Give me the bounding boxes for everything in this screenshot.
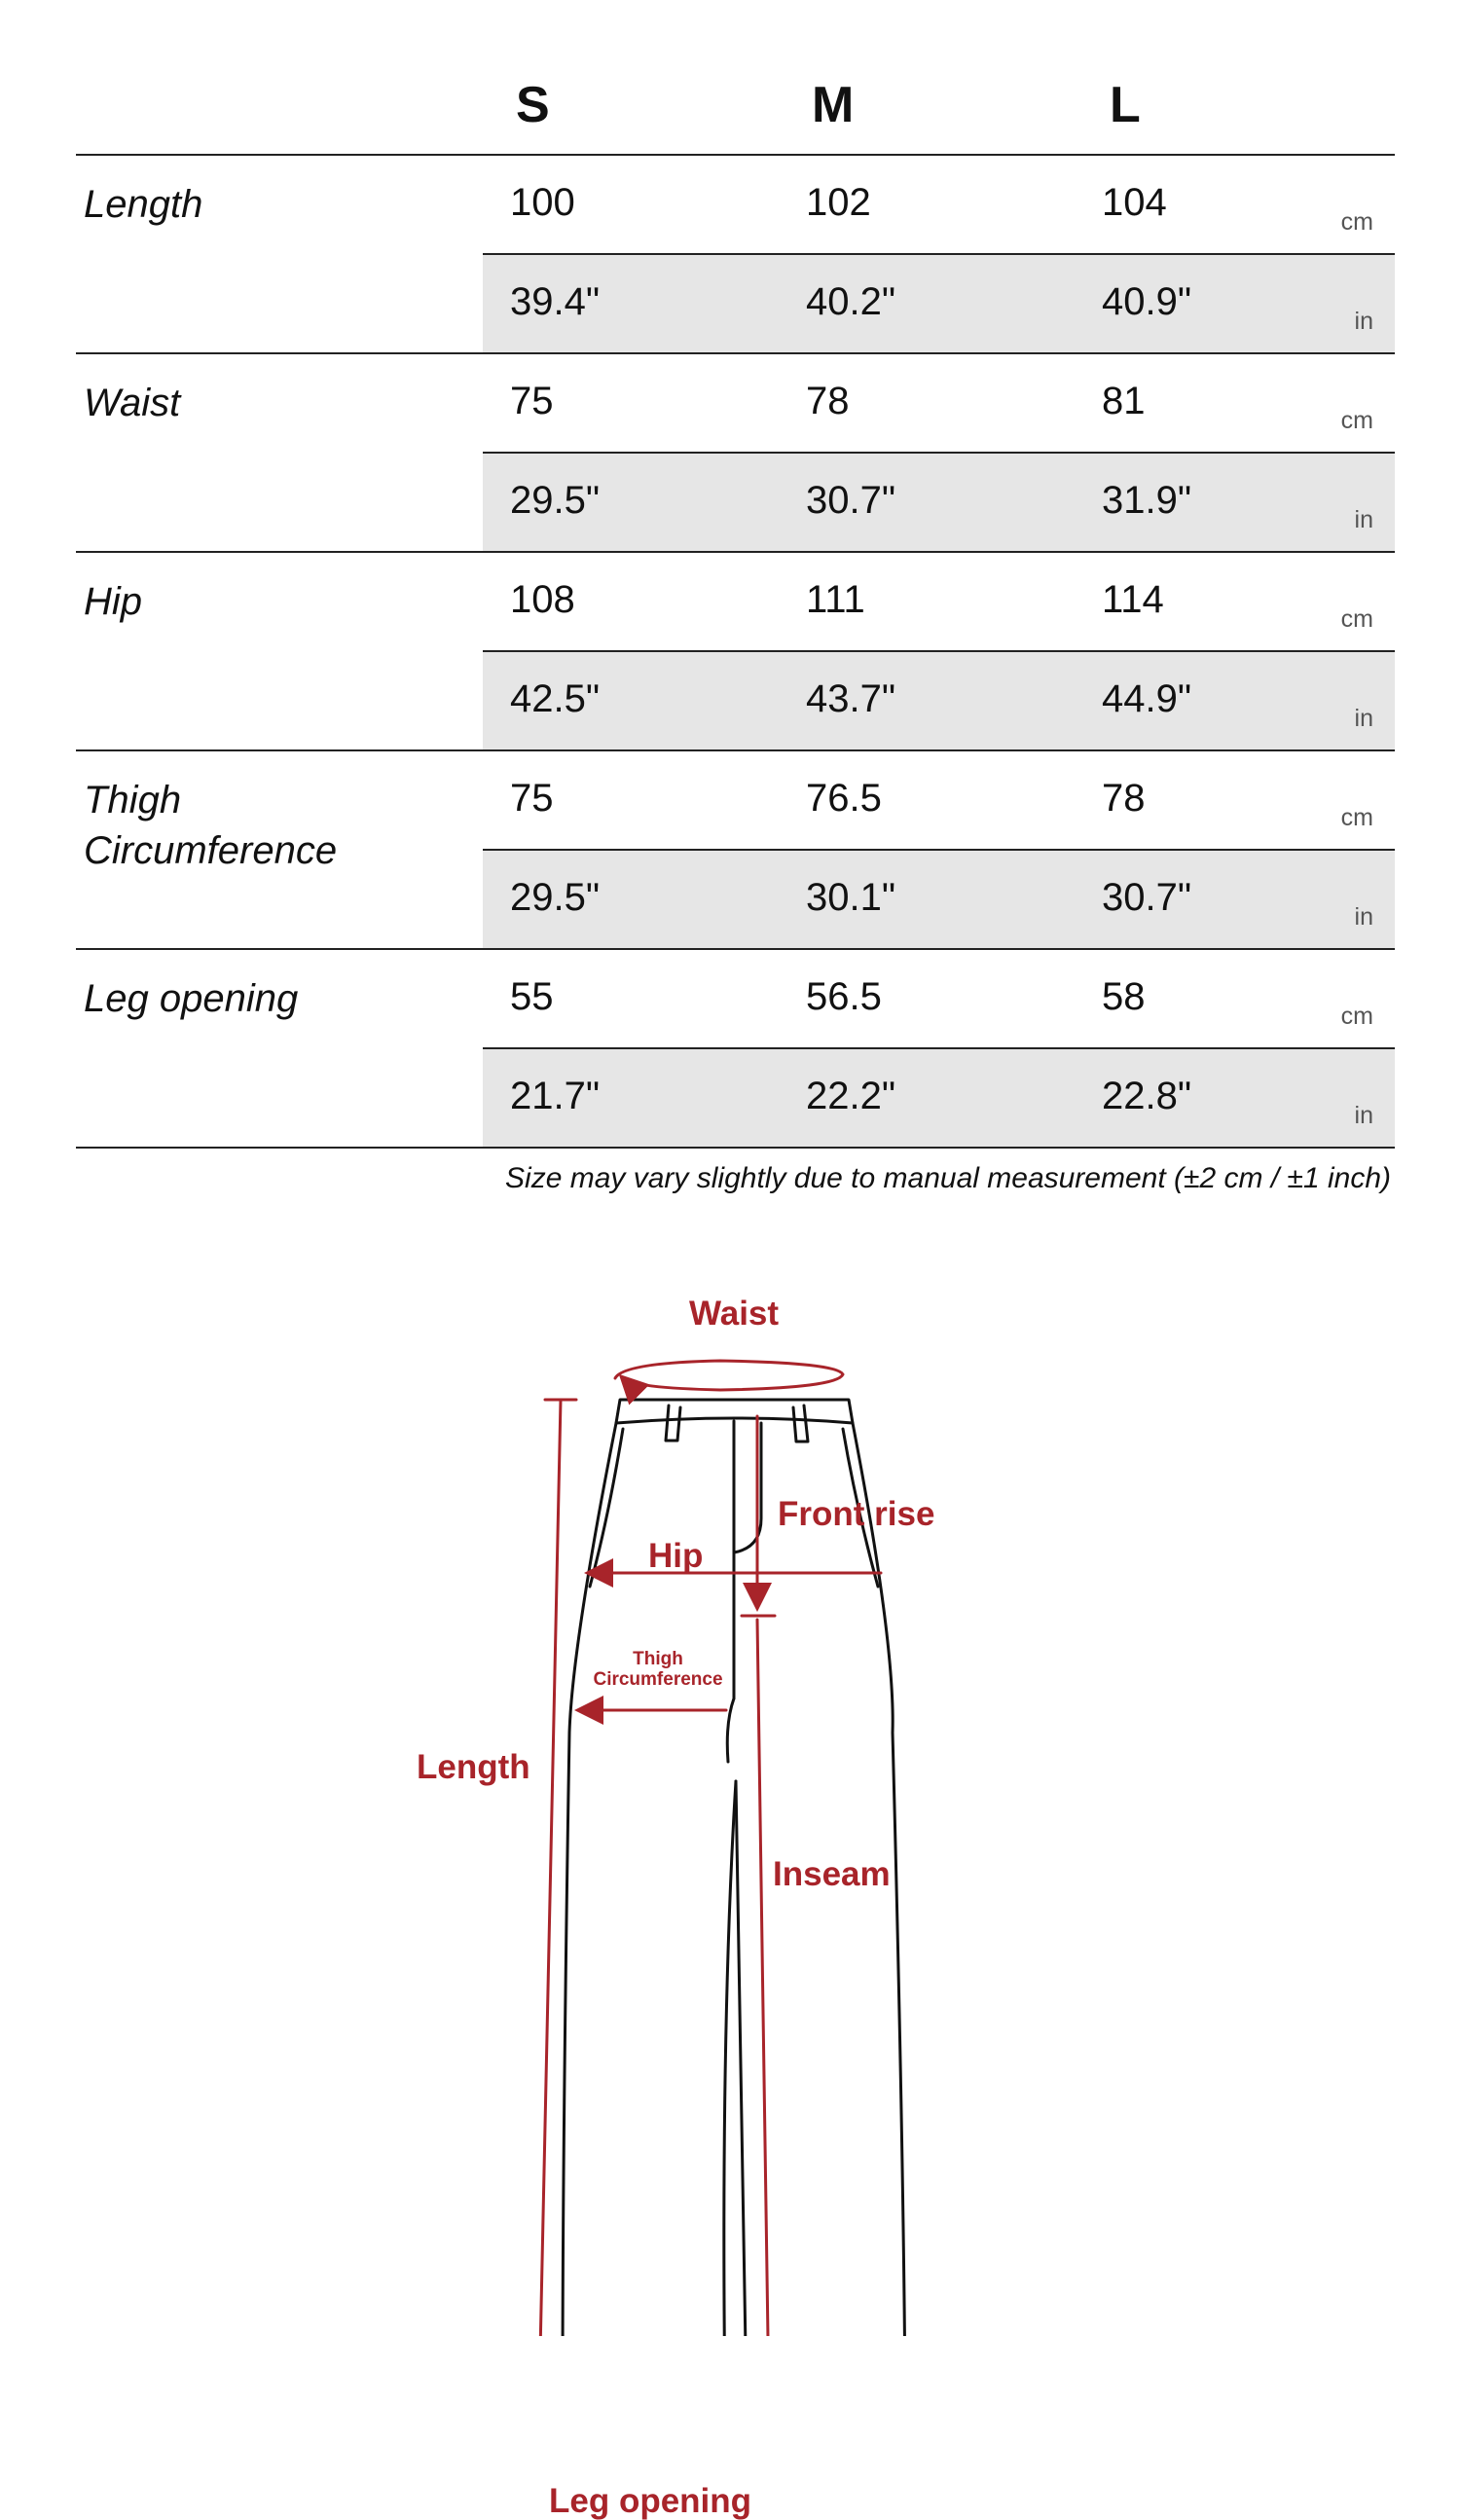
length-label: Length	[417, 1748, 530, 1786]
measure-row-waist	[76, 354, 1395, 553]
measurement-note: Size may vary slightly due to manual measurement (±2 cm / ±1 inch)	[505, 1162, 1391, 1194]
value-l-in: 30.7"	[1102, 876, 1192, 919]
value-l-cm: 58	[1102, 975, 1146, 1018]
value-s-cm: 108	[510, 578, 575, 621]
in-row	[483, 255, 1395, 352]
in-row	[483, 652, 1395, 749]
measure-row-hip	[76, 553, 1395, 751]
value-s-cm: 75	[510, 380, 554, 422]
value-s-in: 42.5"	[510, 677, 601, 720]
front-rise-label: Front rise	[778, 1495, 935, 1533]
value-m-in: 30.7"	[806, 479, 896, 522]
cm-row	[483, 950, 1395, 1049]
waist-label: Waist	[689, 1295, 780, 1333]
unit-label-in: in	[1354, 308, 1373, 335]
length-arrow	[539, 1400, 561, 2336]
pants-outline-icon	[0, 1256, 1460, 2336]
value-s-in: 39.4"	[510, 280, 601, 323]
value-s-cm: 75	[510, 777, 554, 820]
value-s-cm: 100	[510, 181, 575, 224]
unit-label-cm: cm	[1340, 1003, 1373, 1030]
value-m-cm: 78	[806, 380, 850, 422]
size-header-row	[76, 0, 1395, 156]
unit-label-in: in	[1354, 1102, 1373, 1129]
measure-label: Leg opening	[84, 977, 299, 1020]
cm-row	[483, 751, 1395, 851]
cm-row	[483, 354, 1395, 454]
size-header-s: S	[516, 77, 550, 133]
value-s-in: 29.5"	[510, 479, 601, 522]
cm-row	[483, 553, 1395, 652]
value-l-in: 31.9"	[1102, 479, 1192, 522]
measure-label: Thigh Circumference	[84, 779, 338, 872]
measure-row-leg-opening	[76, 950, 1395, 1149]
value-m-in: 43.7"	[806, 677, 896, 720]
value-m-cm: 56.5	[806, 975, 882, 1018]
unit-label-cm: cm	[1340, 208, 1373, 236]
value-l-in: 40.9"	[1102, 280, 1192, 323]
measure-row-thigh	[76, 751, 1395, 950]
hip-label: Hip	[648, 1537, 704, 1575]
value-s-in: 21.7"	[510, 1075, 601, 1117]
inseam-label: Inseam	[773, 1855, 891, 1893]
inseam-arrow	[757, 1620, 769, 2336]
value-l-cm: 104	[1102, 181, 1167, 224]
value-m-in: 22.2"	[806, 1075, 896, 1117]
in-row	[483, 454, 1395, 551]
unit-label-cm: cm	[1340, 804, 1373, 831]
thigh-circumference-label	[590, 1649, 726, 1690]
value-s-cm: 55	[510, 975, 554, 1018]
unit-label-in: in	[1354, 506, 1373, 533]
measure-label: Waist	[84, 382, 181, 424]
in-row	[483, 851, 1395, 948]
leg-opening-label: Leg opening	[549, 2482, 752, 2520]
value-l-cm: 78	[1102, 777, 1146, 820]
value-m-cm: 102	[806, 181, 871, 224]
measure-row-length	[76, 156, 1395, 354]
unit-label-in: in	[1354, 705, 1373, 732]
size-header-l: L	[1110, 77, 1141, 133]
value-m-in: 30.1"	[806, 876, 896, 919]
value-l-cm: 114	[1102, 578, 1164, 621]
value-m-cm: 111	[806, 578, 865, 621]
unit-label-in: in	[1354, 903, 1373, 931]
in-row	[483, 1049, 1395, 1147]
measurement-diagram	[0, 1256, 1460, 2520]
value-l-in: 22.8"	[1102, 1075, 1192, 1117]
unit-label-cm: cm	[1340, 407, 1373, 434]
size-header-m: M	[812, 77, 855, 133]
value-m-in: 40.2"	[806, 280, 896, 323]
unit-label-cm: cm	[1340, 605, 1373, 633]
value-m-cm: 76.5	[806, 777, 882, 820]
measure-label: Hip	[84, 580, 143, 623]
waist-arrow	[615, 1361, 843, 1390]
value-s-in: 29.5"	[510, 876, 601, 919]
cm-row	[483, 156, 1395, 255]
thigh-label-line1: Thigh	[633, 1649, 683, 1669]
measure-label: Length	[84, 183, 203, 226]
thigh-label-line2: Circumference	[593, 1669, 723, 1690]
size-table	[76, 0, 1395, 1194]
value-l-cm: 81	[1102, 380, 1146, 422]
value-l-in: 44.9"	[1102, 677, 1192, 720]
